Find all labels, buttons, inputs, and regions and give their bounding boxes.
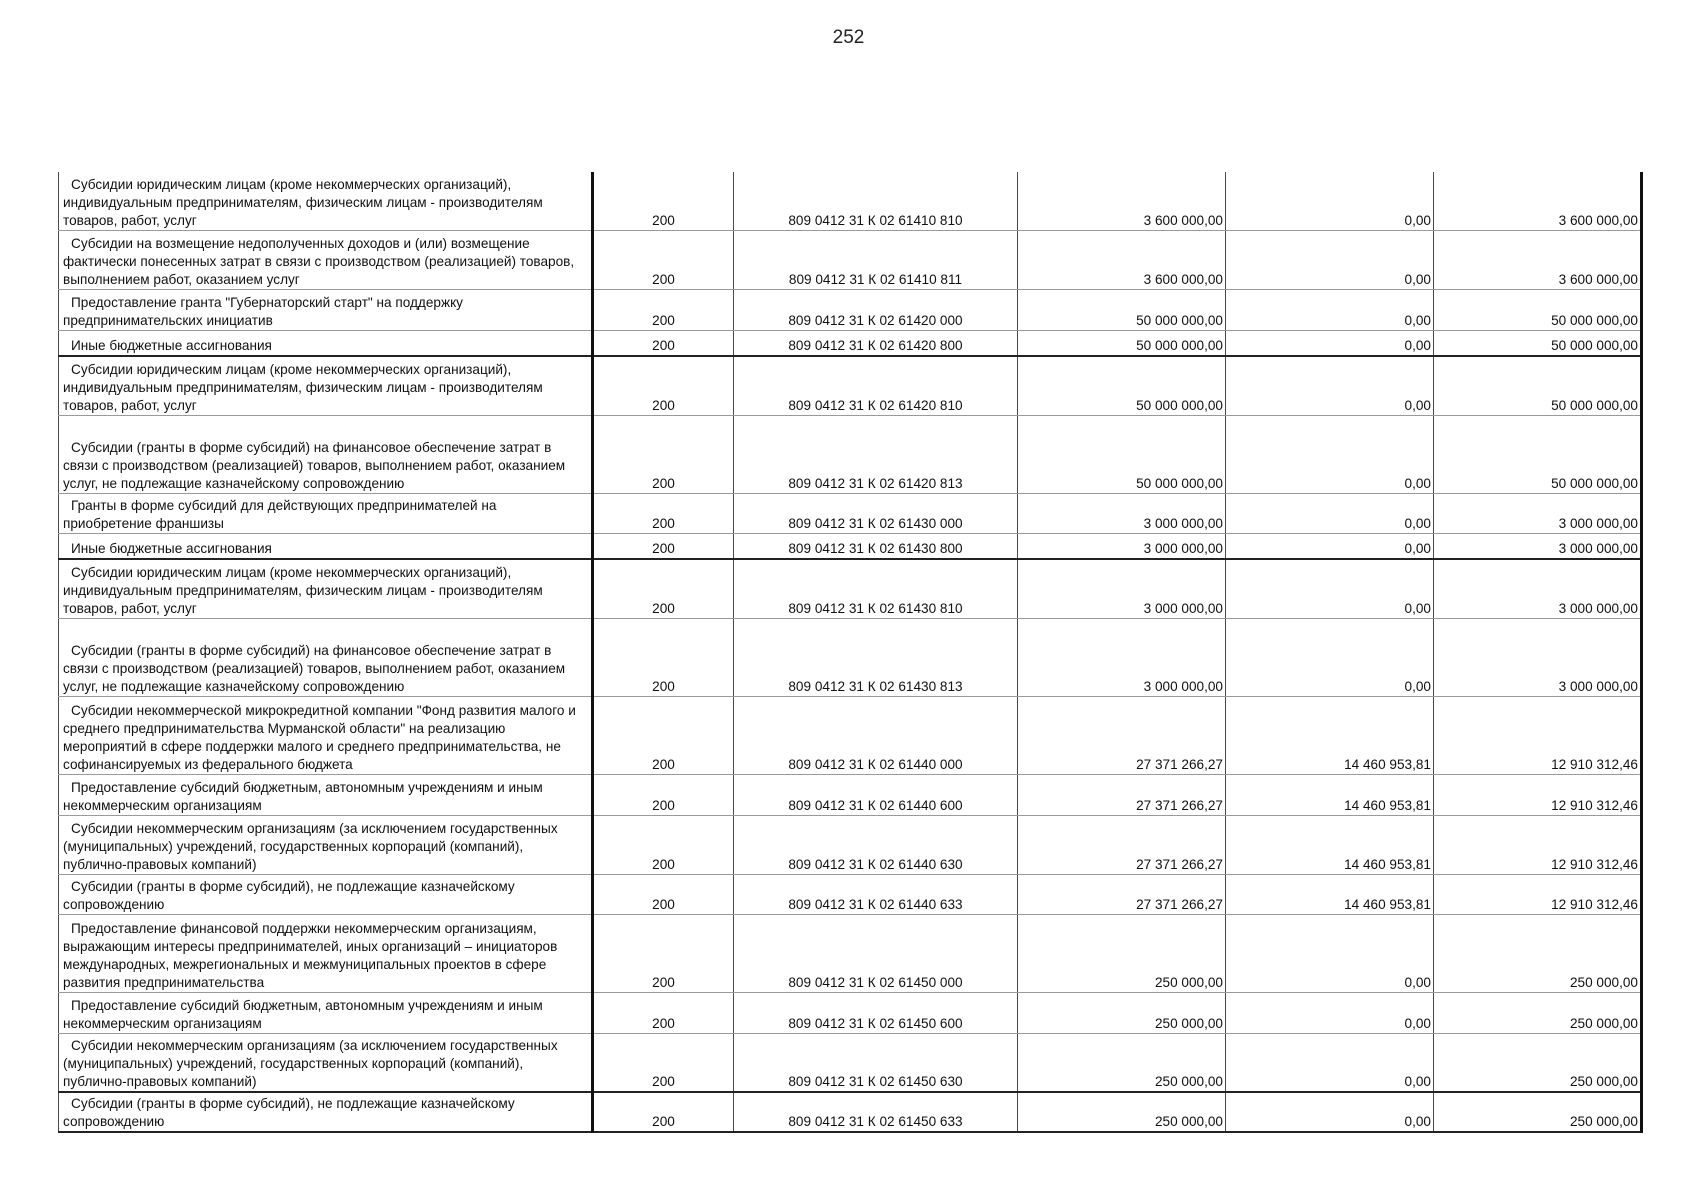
table-row	[59, 696, 1642, 774]
row-code: 200	[593, 774, 734, 815]
table-row	[59, 356, 1642, 415]
row-amount-col3: 12 910 312,46	[1434, 774, 1642, 815]
row-amount-col2: 0,00	[1226, 618, 1434, 696]
row-name: Субсидии некоммерческой микрокредитной компании "Фонд развития малого и среднего предпринимательства Мурманской области" на реализацию мероприятий в сфере поддержки малого и среднего предпринимательства, не софинансируемых из федерального бюджета	[59, 696, 593, 774]
row-amount-col2: 0,00	[1226, 172, 1434, 230]
row-classification-code: 809 0412 31 К 02 61440 000	[734, 696, 1018, 774]
row-classification-code: 809 0412 31 К 02 61440 630	[734, 815, 1018, 874]
row-amount-col3: 3 600 000,00	[1434, 230, 1642, 289]
row-amount-col3: 3 000 000,00	[1434, 493, 1642, 533]
row-amount-col3: 12 910 312,46	[1434, 815, 1642, 874]
row-amount-col3: 12 910 312,46	[1434, 874, 1642, 914]
row-name: Иные бюджетные ассигнования	[59, 533, 593, 559]
row-amount-col3: 3 000 000,00	[1434, 559, 1642, 618]
row-code: 200	[593, 815, 734, 874]
row-classification-code: 809 0412 31 К 02 61430 000	[734, 493, 1018, 533]
row-name: Субсидии юридическим лицам (кроме некоммерческих организаций), индивидуальным предпринимателям, физическим лицам - производителям товаров, работ, услуг	[59, 356, 593, 415]
row-amount-col2: 14 460 953,81	[1226, 815, 1434, 874]
row-code: 200	[593, 415, 734, 493]
row-amount-col2: 0,00	[1226, 914, 1434, 992]
row-amount-col2: 0,00	[1226, 1033, 1434, 1092]
row-name: Субсидии юридическим лицам (кроме некоммерческих организаций), индивидуальным предпринимателям, физическим лицам - производителям товаров, работ, услуг	[59, 559, 593, 618]
row-code: 200	[593, 618, 734, 696]
table-row	[59, 415, 1642, 493]
row-amount-total: 250 000,00	[1018, 914, 1226, 992]
row-amount-col3: 12 910 312,46	[1434, 696, 1642, 774]
page-number: 252	[832, 27, 865, 48]
row-amount-total: 3 000 000,00	[1018, 618, 1226, 696]
row-amount-col2: 0,00	[1226, 493, 1434, 533]
row-code: 200	[593, 696, 734, 774]
row-amount-total: 50 000 000,00	[1018, 356, 1226, 415]
row-name: Предоставление субсидий бюджетным, автономным учреждениям и иным некоммерческим организациям	[59, 774, 593, 815]
row-code: 200	[593, 559, 734, 618]
row-code: 200	[593, 289, 734, 330]
row-code: 200	[593, 493, 734, 533]
row-classification-code: 809 0412 31 К 02 61430 800	[734, 533, 1018, 559]
row-classification-code: 809 0412 31 К 02 61410 810	[734, 172, 1018, 230]
row-amount-total: 50 000 000,00	[1018, 289, 1226, 330]
table-row	[59, 914, 1642, 992]
row-amount-col2: 0,00	[1226, 1092, 1434, 1132]
row-classification-code: 809 0412 31 К 02 61450 633	[734, 1092, 1018, 1132]
row-amount-col3: 250 000,00	[1434, 1092, 1642, 1132]
row-amount-total: 3 000 000,00	[1018, 559, 1226, 618]
row-name: Субсидии (гранты в форме субсидий) на финансовое обеспечение затрат в связи с производством (реализацией) товаров, выполнением работ, оказанием услуг, не подлежащие казначейскому сопровождению	[59, 415, 593, 493]
row-amount-total: 27 371 266,27	[1018, 774, 1226, 815]
table-row	[59, 533, 1642, 559]
row-name: Субсидии некоммерческим организациям (за исключением государственных (муниципальных) учреждений, государственных корпораций (компаний), публично-правовых компаний)	[59, 1033, 593, 1092]
table-row	[59, 774, 1642, 815]
row-amount-col2: 0,00	[1226, 330, 1434, 356]
table-row	[59, 1033, 1642, 1092]
row-name: Субсидии юридическим лицам (кроме некоммерческих организаций), индивидуальным предпринимателям, физическим лицам - производителям товаров, работ, услуг	[59, 172, 593, 230]
row-amount-col2: 0,00	[1226, 559, 1434, 618]
table-row	[59, 618, 1642, 696]
row-code: 200	[593, 356, 734, 415]
row-code: 200	[593, 533, 734, 559]
row-classification-code: 809 0412 31 К 02 61450 600	[734, 992, 1018, 1033]
row-amount-total: 27 371 266,27	[1018, 874, 1226, 914]
table-row	[59, 289, 1642, 330]
row-amount-col3: 250 000,00	[1434, 914, 1642, 992]
row-amount-col2: 0,00	[1226, 992, 1434, 1033]
row-code: 200	[593, 172, 734, 230]
row-classification-code: 809 0412 31 К 02 61430 813	[734, 618, 1018, 696]
row-name: Гранты в форме субсидий для действующих предпринимателей на приобретение франшизы	[59, 493, 593, 533]
row-amount-total: 3 600 000,00	[1018, 172, 1226, 230]
row-classification-code: 809 0412 31 К 02 61450 000	[734, 914, 1018, 992]
table-row	[59, 815, 1642, 874]
row-amount-col2: 0,00	[1226, 230, 1434, 289]
row-amount-col2: 0,00	[1226, 415, 1434, 493]
row-classification-code: 809 0412 31 К 02 61450 630	[734, 1033, 1018, 1092]
table-row	[59, 992, 1642, 1033]
row-classification-code: 809 0412 31 К 02 61440 600	[734, 774, 1018, 815]
row-amount-col3: 50 000 000,00	[1434, 330, 1642, 356]
row-code: 200	[593, 1092, 734, 1132]
row-amount-total: 3 000 000,00	[1018, 533, 1226, 559]
row-code: 200	[593, 230, 734, 289]
row-classification-code: 809 0412 31 К 02 61420 813	[734, 415, 1018, 493]
row-amount-total: 27 371 266,27	[1018, 696, 1226, 774]
row-amount-total: 250 000,00	[1018, 1092, 1226, 1132]
row-name: Субсидии (гранты в форме субсидий) на финансовое обеспечение затрат в связи с производством (реализацией) товаров, выполнением работ, оказанием услуг, не подлежащие казначейскому сопровождению	[59, 618, 593, 696]
row-amount-total: 3 600 000,00	[1018, 230, 1226, 289]
row-amount-col2: 14 460 953,81	[1226, 696, 1434, 774]
row-amount-col3: 50 000 000,00	[1434, 356, 1642, 415]
row-classification-code: 809 0412 31 К 02 61440 633	[734, 874, 1018, 914]
row-amount-total: 250 000,00	[1018, 1033, 1226, 1092]
row-amount-col2: 14 460 953,81	[1226, 874, 1434, 914]
row-amount-col3: 250 000,00	[1434, 1033, 1642, 1092]
row-amount-total: 3 000 000,00	[1018, 493, 1226, 533]
table-row	[59, 230, 1642, 289]
row-classification-code: 809 0412 31 К 02 61420 810	[734, 356, 1018, 415]
row-name: Субсидии (гранты в форме субсидий), не подлежащие казначейскому сопровождению	[59, 874, 593, 914]
row-name: Субсидии на возмещение недополученных доходов и (или) возмещение фактически понесенных затрат в связи с производством (реализацией) товаров, выполнением работ, оказанием услуг	[59, 230, 593, 289]
row-amount-col2: 14 460 953,81	[1226, 774, 1434, 815]
row-amount-total: 50 000 000,00	[1018, 330, 1226, 356]
row-classification-code: 809 0412 31 К 02 61420 000	[734, 289, 1018, 330]
row-amount-total: 50 000 000,00	[1018, 415, 1226, 493]
table-row	[59, 330, 1642, 356]
row-name: Предоставление гранта "Губернаторский старт" на поддержку предпринимательских инициатив	[59, 289, 593, 330]
row-amount-total: 250 000,00	[1018, 992, 1226, 1033]
row-classification-code: 809 0412 31 К 02 61420 800	[734, 330, 1018, 356]
row-name: Субсидии некоммерческим организациям (за исключением государственных (муниципальных) учреждений, государственных корпораций (компаний), публично-правовых компаний)	[59, 815, 593, 874]
table-row	[59, 172, 1642, 230]
row-amount-total: 27 371 266,27	[1018, 815, 1226, 874]
row-code: 200	[593, 1033, 734, 1092]
row-code: 200	[593, 874, 734, 914]
row-code: 200	[593, 992, 734, 1033]
row-amount-col2: 0,00	[1226, 533, 1434, 559]
row-amount-col2: 0,00	[1226, 289, 1434, 330]
row-amount-col3: 3 000 000,00	[1434, 533, 1642, 559]
row-name: Предоставление субсидий бюджетным, автономным учреждениям и иным некоммерческим организациям	[59, 992, 593, 1033]
row-classification-code: 809 0412 31 К 02 61430 810	[734, 559, 1018, 618]
table-row	[59, 559, 1642, 618]
table-row	[59, 493, 1642, 533]
row-name: Предоставление финансовой поддержки некоммерческим организациям, выражающим интересы предпринимателей, иных организаций – инициаторов международных, межрегиональных и межмуниципальных проектов в сфере развития предпринимательства	[59, 914, 593, 992]
row-code: 200	[593, 914, 734, 992]
row-name: Иные бюджетные ассигнования	[59, 330, 593, 356]
row-code: 200	[593, 330, 734, 356]
table-row	[59, 1092, 1642, 1132]
row-amount-col3: 250 000,00	[1434, 992, 1642, 1033]
row-amount-col3: 50 000 000,00	[1434, 415, 1642, 493]
row-amount-col3: 3 000 000,00	[1434, 618, 1642, 696]
table-row	[59, 874, 1642, 914]
row-amount-col3: 3 600 000,00	[1434, 172, 1642, 230]
row-classification-code: 809 0412 31 К 02 61410 811	[734, 230, 1018, 289]
budget-table	[58, 172, 1643, 1133]
row-name: Субсидии (гранты в форме субсидий), не подлежащие казначейскому сопровождению	[59, 1092, 593, 1132]
row-amount-col3: 50 000 000,00	[1434, 289, 1642, 330]
row-amount-col2: 0,00	[1226, 356, 1434, 415]
